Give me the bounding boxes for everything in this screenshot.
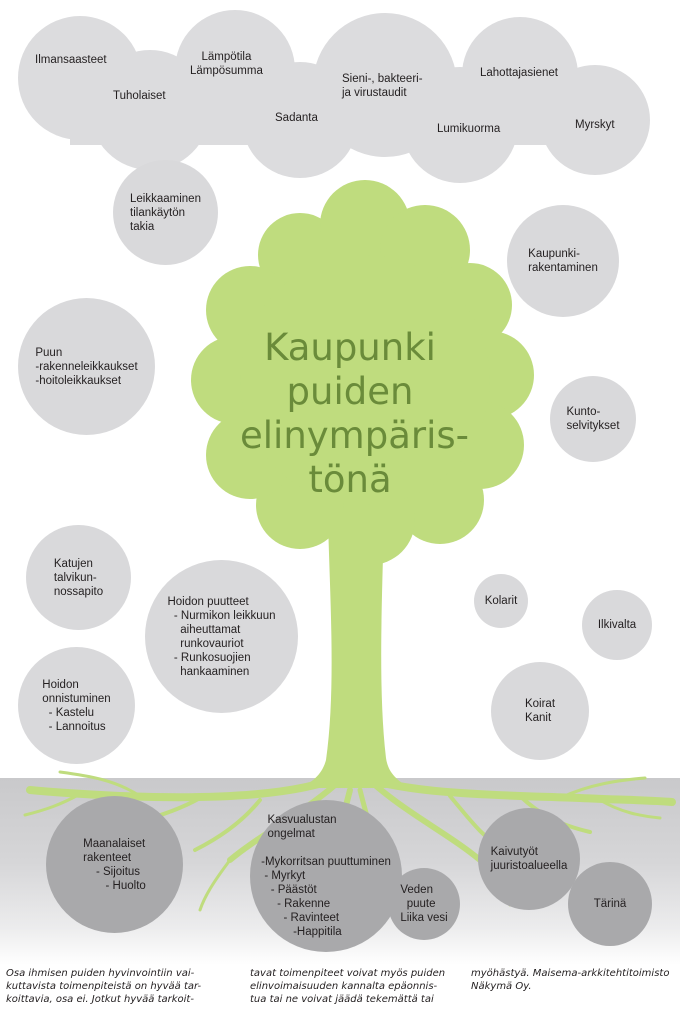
cloud-label-lahottajasienet: Lahottajasienet — [480, 67, 559, 79]
bubble-text-ilkivalta: Ilkivalta — [597, 619, 637, 631]
bubble-kolarit — [474, 574, 528, 628]
bubble-kasvualustan-ongelmat — [250, 800, 402, 952]
bubble-talvikunnossapito — [26, 525, 131, 630]
bubble-text-hoidon-puutteet: Hoidon puutteet - Nurmikon leikkuun aiheuttamat runkovauriot - Runkosuojien hankaaminen — [167, 595, 276, 678]
bubble-veden-puute — [388, 868, 460, 940]
bubble-kaivutyot — [478, 808, 580, 910]
bubble-text-talvikunnossapito: Katujen talvikun- nossapito — [53, 557, 104, 598]
bubble-text-hoidon-onnistuminen: Hoidon onnistuminen - Kastelu - Lannoitus — [42, 678, 111, 733]
cloud-label-tuholaiset: Tuholaiset — [113, 90, 166, 102]
bubble-ilkivalta — [582, 590, 652, 660]
bubble-text-kasvualustan-ongelmat: Kasvualustan ongelmat -Mykorritsan puuttuminen - Myrkyt - Päästöt - Rakenne - Ravinteet -Happitila — [261, 814, 391, 938]
bubble-rakenneleikkaukset — [18, 298, 155, 435]
bubble-tarina — [568, 862, 652, 946]
bubble-text-kaivutyot: Kaivutyöt juuristoalueella — [490, 846, 568, 872]
bubble-text-maanalaiset-rakenteet: Maanalaiset rakenteet - Sijoitus - Huolto — [83, 837, 146, 892]
diagram-title: Kaupunki puiden elinympäris- tönä — [240, 326, 469, 501]
caption-column-2: tavat toimenpiteet voivat myös puiden elinvoimaisuuden kannalta epäonnis- tua tai ne voivat jäädä tekemättä tai — [250, 968, 446, 1005]
bubble-text-veden-puute: Veden puute Liika vesi — [400, 884, 448, 924]
cloud-label-myrskyt: Myrskyt — [575, 119, 615, 131]
cloud-label-lumikuorma: Lumikuorma — [437, 123, 501, 135]
caption-column-3: myöhästyä. Maisema-arkkitehtitoimisto Näkymä Oy. — [471, 968, 670, 992]
bubble-text-tarina: Tärinä — [593, 898, 627, 910]
bubble-text-koirat-kanit: Koirat Kanit — [524, 698, 556, 724]
bubble-kaupunkirakentaminen — [507, 205, 619, 317]
bubble-text-leikkaaminen: Leikkaaminen tilankäytön takia — [130, 192, 201, 233]
bubble-hoidon-onnistuminen — [18, 647, 135, 764]
cloud-label-sadanta: Sadanta — [275, 112, 318, 124]
bubble-text-kaupunkirakentaminen: Kaupunki- rakentaminen — [528, 248, 598, 274]
figure-caption — [0, 967, 680, 1024]
caption-column-1: Osa ihmisen puiden hyvinvointiin vai- kuttavista toimenpiteistä on hyvää tar- koittavia, osa ei. Jotkut hyvää tarkoit- — [6, 968, 202, 1005]
bubble-text-rakenneleikkaukset: Puun -rakenneleikkaukset -hoitoleikkaukset — [35, 346, 138, 387]
bubble-koirat-kanit — [491, 662, 589, 760]
bubble-kuntoselvitykset — [550, 376, 636, 462]
bubble-leikkaaminen — [113, 160, 218, 265]
bubble-text-kolarit: Kolarit — [484, 595, 518, 607]
cloud-label-sieni-bakteeri: Sieni-, bakteeri- ja virustaudit — [342, 73, 423, 99]
cloud-label-ilmansaasteet: Ilmansaasteet — [35, 54, 107, 66]
cloud-label-lampotila: Lämpötila Lämpösumma — [190, 51, 263, 77]
bubble-maanalaiset-rakenteet — [46, 796, 183, 933]
bubble-hoidon-puutteet — [145, 560, 298, 713]
bubble-text-kuntoselvitykset: Kunto- selvitykset — [566, 406, 620, 432]
